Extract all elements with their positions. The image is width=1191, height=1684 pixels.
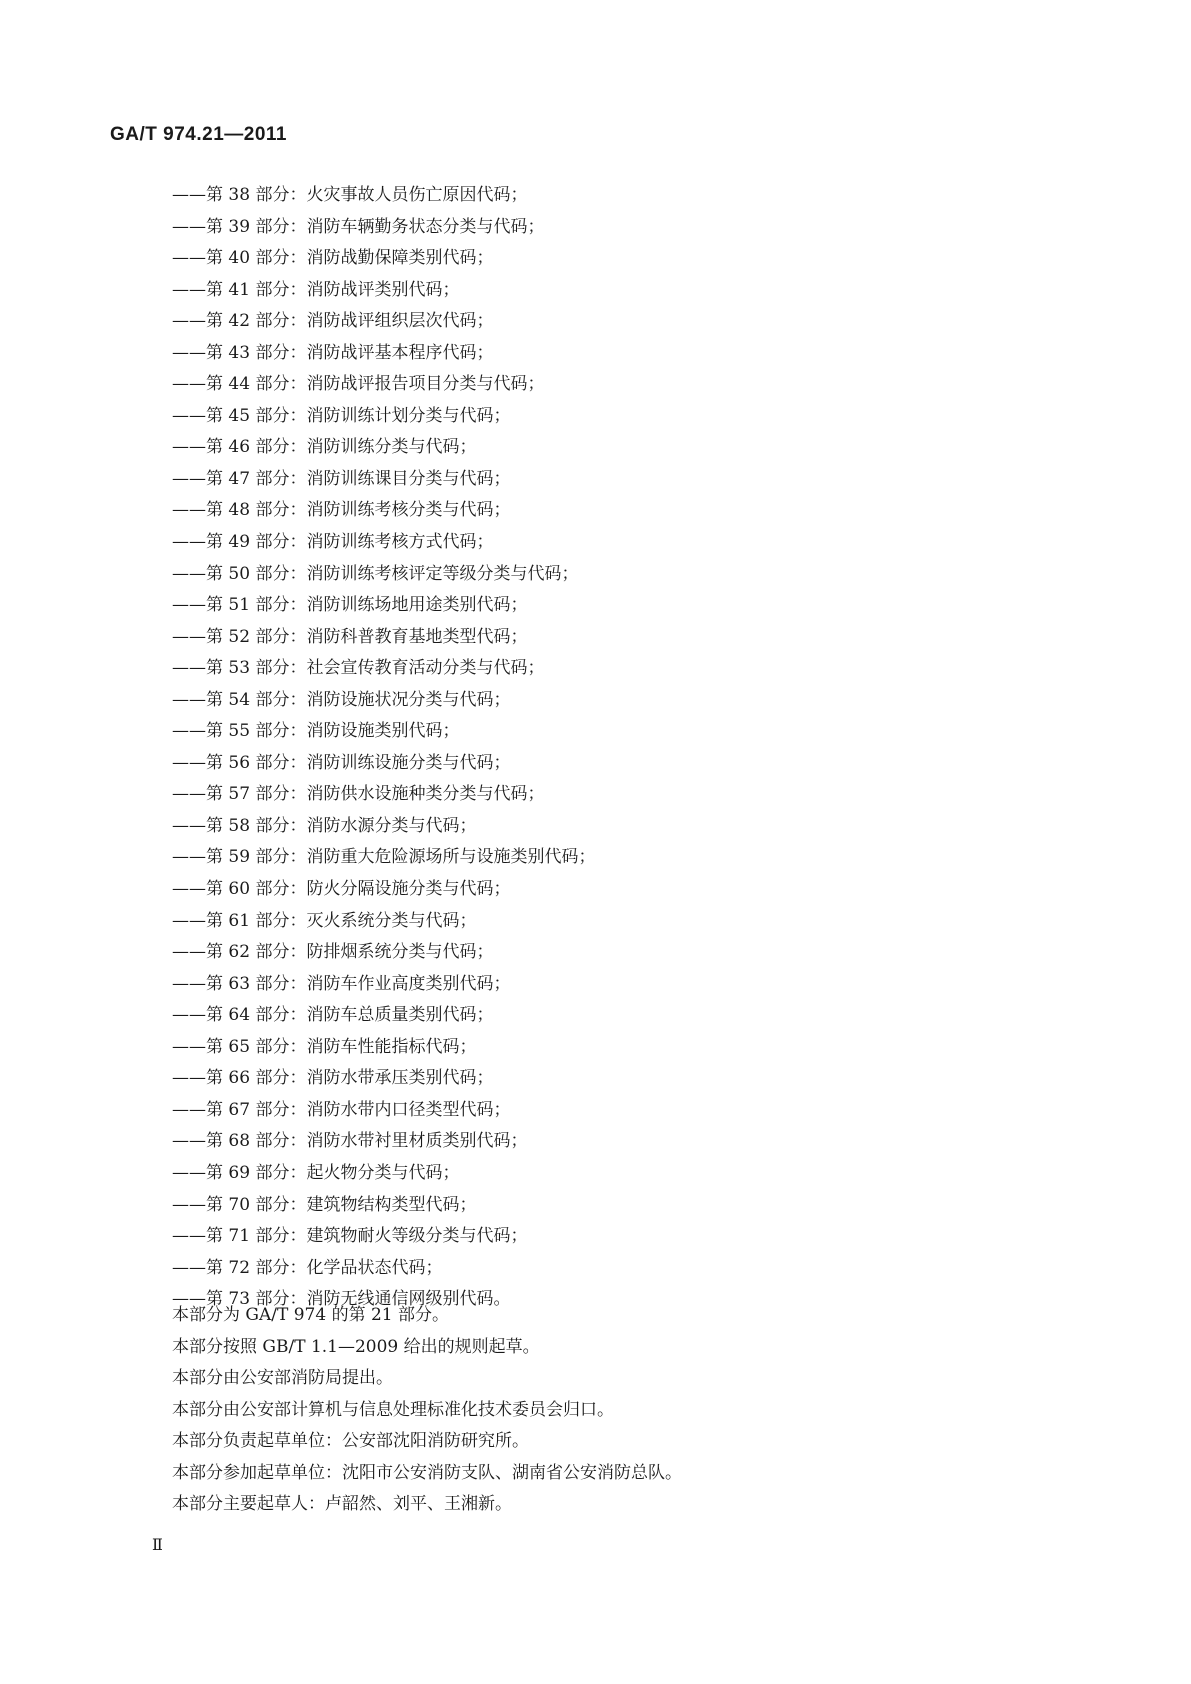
list-item: ——第 71 部分：建筑物耐火等级分类与代码； xyxy=(172,1226,528,1247)
list-item: ——第 66 部分：消防水带承压类别代码； xyxy=(172,1068,494,1089)
list-item: ——第 48 部分：消防训练考核分类与代码； xyxy=(172,500,511,521)
standard-number: GA/T 974.21—2011 xyxy=(110,124,287,145)
list-item: ——第 59 部分：消防重大危险源场所与设施类别代码； xyxy=(172,847,596,868)
parts-list xyxy=(172,180,595,1316)
list-item: ——第 58 部分：消防水源分类与代码； xyxy=(172,815,477,836)
list-item: ——第 67 部分：消防水带内口径类型代码； xyxy=(172,1099,511,1120)
list-item: ——第 52 部分：消防科普教育基地类型代码； xyxy=(172,626,528,647)
list-item: ——第 70 部分：建筑物结构类型代码； xyxy=(172,1194,477,1215)
list-item: ——第 51 部分：消防训练场地用途类别代码； xyxy=(172,595,528,616)
list-item: ——第 69 部分：起火物分类与代码； xyxy=(172,1162,460,1183)
list-item: ——第 54 部分：消防设施状况分类与代码； xyxy=(172,689,511,710)
list-item: ——第 47 部分：消防训练课目分类与代码； xyxy=(172,468,511,489)
list-item: ——第 39 部分：消防车辆勤务状态分类与代码； xyxy=(172,216,545,237)
paragraph: 本部分主要起草人：卢韶然、刘平、王湘新。 xyxy=(172,1494,512,1515)
list-item: ——第 43 部分：消防战评基本程序代码； xyxy=(172,342,494,363)
paragraph: 本部分为 GA/T 974 的第 21 部分。 xyxy=(172,1305,450,1325)
list-item: ——第 73 部分：消防无线通信网级别代码。 xyxy=(172,1289,511,1310)
list-item: ——第 38 部分：火灾事故人员伤亡原因代码； xyxy=(172,185,528,205)
foreword-paragraphs xyxy=(172,1300,682,1521)
list-item: ——第 46 部分：消防训练分类与代码； xyxy=(172,437,477,458)
list-item: ——第 68 部分：消防水带衬里材质类别代码； xyxy=(172,1131,528,1152)
list-item: ——第 60 部分：防火分隔设施分类与代码； xyxy=(172,879,511,900)
paragraph: 本部分由公安部消防局提出。 xyxy=(172,1368,393,1389)
paragraph: 本部分按照 GB/T 1.1—2009 给出的规则起草。 xyxy=(172,1336,540,1357)
list-item: ——第 56 部分：消防训练设施分类与代码； xyxy=(172,752,511,773)
list-item: ——第 57 部分：消防供水设施种类分类与代码； xyxy=(172,784,545,805)
list-item: ——第 50 部分：消防训练考核评定等级分类与代码； xyxy=(172,563,579,584)
list-item: ——第 65 部分：消防车性能指标代码； xyxy=(172,1036,477,1057)
list-item: ——第 41 部分：消防战评类别代码； xyxy=(172,279,460,300)
list-item: ——第 40 部分：消防战勤保障类别代码； xyxy=(172,248,494,269)
page-number: Ⅱ xyxy=(152,1537,163,1554)
paragraph: 本部分负责起草单位：公安部沈阳消防研究所。 xyxy=(172,1431,529,1452)
list-item: ——第 63 部分：消防车作业高度类别代码； xyxy=(172,973,511,994)
list-item: ——第 62 部分：防排烟系统分类与代码； xyxy=(172,942,494,963)
list-item: ——第 53 部分：社会宣传教育活动分类与代码； xyxy=(172,658,545,679)
list-item: ——第 45 部分：消防训练计划分类与代码； xyxy=(172,405,511,426)
list-item: ——第 49 部分：消防训练考核方式代码； xyxy=(172,532,494,553)
paragraph: 本部分参加起草单位：沈阳市公安消防支队、湖南省公安消防总队。 xyxy=(172,1462,682,1483)
list-item: ——第 42 部分：消防战评组织层次代码； xyxy=(172,311,494,332)
list-item: ——第 64 部分：消防车总质量类别代码； xyxy=(172,1005,494,1026)
list-item: ——第 44 部分：消防战评报告项目分类与代码； xyxy=(172,374,545,395)
list-item: ——第 55 部分：消防设施类别代码； xyxy=(172,721,460,742)
list-item: ——第 72 部分：化学品状态代码； xyxy=(172,1257,443,1278)
paragraph: 本部分由公安部计算机与信息处理标准化技术委员会归口。 xyxy=(172,1399,614,1420)
list-item: ——第 61 部分：灭火系统分类与代码； xyxy=(172,910,477,931)
